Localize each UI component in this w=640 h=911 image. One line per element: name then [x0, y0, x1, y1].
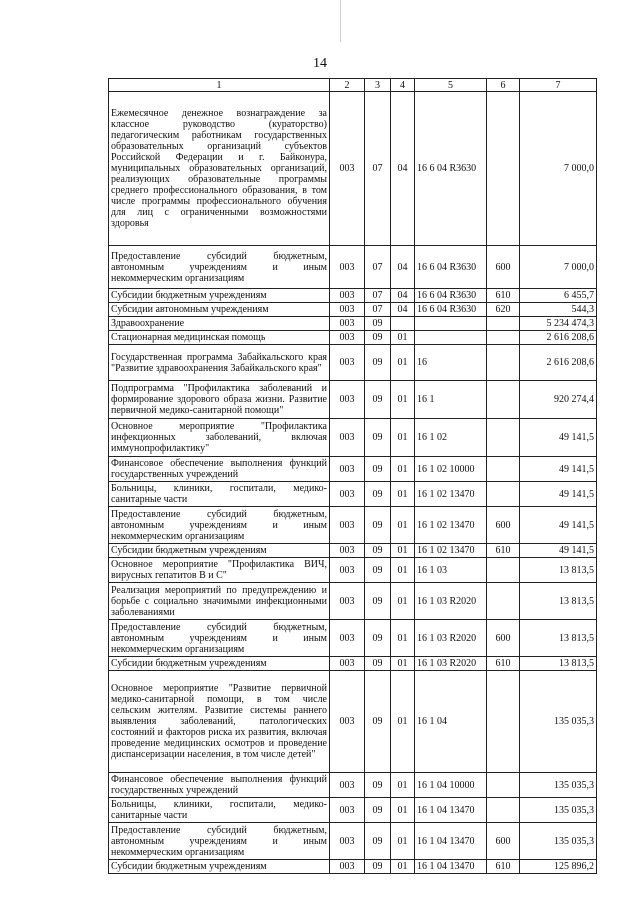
cell-section: 09 — [365, 544, 391, 558]
table-row — [109, 823, 597, 860]
cell-target-article: 16 1 03 R2020 — [415, 620, 487, 657]
cell-subsection: 04 — [391, 246, 415, 289]
cell-code: 003 — [330, 381, 365, 419]
cell-amount: 135 035,3 — [520, 798, 597, 823]
column-header: 4 — [391, 79, 415, 92]
row-description: Стационарная медицинская помощь — [109, 331, 330, 345]
table-row — [109, 620, 597, 657]
cell-expense-type — [487, 583, 520, 620]
cell-amount: 2 616 208,6 — [520, 345, 597, 381]
cell-target-article: 16 1 02 13470 — [415, 544, 487, 558]
row-description: Субсидии автономным учреждениям — [109, 303, 330, 317]
cell-target-article: 16 1 02 13470 — [415, 507, 487, 544]
row-description: Основное мероприятие "Развитие первичной медико-санитарной помощи, в том числе сельским жителям. Развитие системы раннего выявления заболеваний, патологических состояний и факторов риска их развития, включая проведение медицинских осмотров и проведение диспансеризации населения, в том числе детей" — [109, 671, 330, 773]
cell-section: 09 — [365, 345, 391, 381]
cell-target-article — [415, 317, 487, 331]
cell-section: 07 — [365, 246, 391, 289]
table-row — [109, 92, 597, 246]
cell-expense-type — [487, 671, 520, 773]
row-description: Ежемесячное денежное вознаграждение за классное руководство (кураторство) педагогическим работникам государственных образовательных организаций субъектов Российской Федерации и г. Байконура, муниципальных образовательных организаций, реализующих образовательные программы среднего профессионального образования, в том числе программы профессионального обучения для лиц с ограниченными возможностями здоровья — [109, 92, 330, 246]
header-row — [109, 79, 597, 92]
cell-code: 003 — [330, 331, 365, 345]
cell-amount: 544,3 — [520, 303, 597, 317]
row-description: Реализация мероприятий по предупреждению и борьбе с социально значимыми инфекционными заболеваниями — [109, 583, 330, 620]
scan-artifact-line — [340, 0, 341, 42]
cell-section: 09 — [365, 671, 391, 773]
cell-section: 09 — [365, 657, 391, 671]
cell-subsection: 01 — [391, 345, 415, 381]
cell-expense-type — [487, 457, 520, 482]
row-description: Предоставление субсидий бюджетным, автономным учреждениям и иным некоммерческим организациям — [109, 507, 330, 544]
table-row — [109, 246, 597, 289]
cell-section: 09 — [365, 620, 391, 657]
table-row — [109, 860, 597, 874]
cell-expense-type: 610 — [487, 860, 520, 874]
cell-target-article: 16 1 04 10000 — [415, 773, 487, 798]
cell-subsection: 01 — [391, 823, 415, 860]
cell-code: 003 — [330, 92, 365, 246]
cell-subsection: 01 — [391, 544, 415, 558]
cell-section: 09 — [365, 558, 391, 583]
row-description: Предоставление субсидий бюджетным, автономным учреждениям и иным некоммерческим организациям — [109, 246, 330, 289]
table-row — [109, 457, 597, 482]
cell-code: 003 — [330, 620, 365, 657]
cell-amount: 5 234 474,3 — [520, 317, 597, 331]
row-description: Финансовое обеспечение выполнения функций государственных учреждений — [109, 773, 330, 798]
cell-section: 09 — [365, 860, 391, 874]
cell-amount: 13 813,5 — [520, 558, 597, 583]
column-header: 2 — [330, 79, 365, 92]
table-body — [109, 92, 597, 874]
cell-section: 09 — [365, 773, 391, 798]
cell-section: 09 — [365, 317, 391, 331]
cell-expense-type: 600 — [487, 823, 520, 860]
cell-amount: 49 141,5 — [520, 482, 597, 507]
row-description: Субсидии бюджетным учреждениям — [109, 289, 330, 303]
row-description: Субсидии бюджетным учреждениям — [109, 544, 330, 558]
cell-code: 003 — [330, 583, 365, 620]
cell-code: 003 — [330, 317, 365, 331]
cell-code: 003 — [330, 798, 365, 823]
cell-target-article — [415, 331, 487, 345]
cell-code: 003 — [330, 507, 365, 544]
cell-target-article: 16 1 02 — [415, 419, 487, 457]
row-description: Субсидии бюджетным учреждениям — [109, 657, 330, 671]
table-row — [109, 583, 597, 620]
cell-section: 09 — [365, 583, 391, 620]
cell-amount: 13 813,5 — [520, 620, 597, 657]
table-row — [109, 419, 597, 457]
cell-amount: 13 813,5 — [520, 657, 597, 671]
cell-subsection: 04 — [391, 303, 415, 317]
cell-expense-type: 600 — [487, 507, 520, 544]
cell-amount: 2 616 208,6 — [520, 331, 597, 345]
cell-expense-type — [487, 558, 520, 583]
cell-amount: 920 274,4 — [520, 381, 597, 419]
column-header: 5 — [415, 79, 487, 92]
cell-code: 003 — [330, 671, 365, 773]
column-header: 3 — [365, 79, 391, 92]
cell-expense-type — [487, 482, 520, 507]
cell-amount: 125 896,2 — [520, 860, 597, 874]
column-header: 1 — [109, 79, 330, 92]
table-row — [109, 544, 597, 558]
cell-code: 003 — [330, 246, 365, 289]
row-description: Основное мероприятие "Профилактика инфекционных заболеваний, включая иммунопрофилактику" — [109, 419, 330, 457]
table-row — [109, 303, 597, 317]
table-row — [109, 507, 597, 544]
cell-target-article: 16 1 03 R2020 — [415, 583, 487, 620]
table-row — [109, 671, 597, 773]
table-row — [109, 482, 597, 507]
cell-expense-type: 610 — [487, 544, 520, 558]
row-description: Больницы, клиники, госпитали, медико-санитарные части — [109, 798, 330, 823]
cell-subsection: 04 — [391, 289, 415, 303]
cell-target-article: 16 1 03 R2020 — [415, 657, 487, 671]
cell-target-article: 16 1 02 10000 — [415, 457, 487, 482]
cell-target-article: 16 1 04 13470 — [415, 860, 487, 874]
table-row — [109, 345, 597, 381]
cell-expense-type — [487, 419, 520, 457]
cell-expense-type: 610 — [487, 657, 520, 671]
cell-expense-type — [487, 798, 520, 823]
cell-code: 003 — [330, 345, 365, 381]
cell-subsection: 01 — [391, 482, 415, 507]
cell-target-article: 16 6 04 R3630 — [415, 246, 487, 289]
cell-expense-type — [487, 92, 520, 246]
cell-target-article: 16 1 03 — [415, 558, 487, 583]
row-description: Предоставление субсидий бюджетным, автономным учреждениям и иным некоммерческим организациям — [109, 620, 330, 657]
row-description: Государственная программа Забайкальского края "Развитие здравоохранения Забайкальского края" — [109, 345, 330, 381]
cell-subsection: 01 — [391, 798, 415, 823]
cell-section: 09 — [365, 507, 391, 544]
cell-expense-type — [487, 331, 520, 345]
cell-section: 09 — [365, 331, 391, 345]
cell-amount: 49 141,5 — [520, 544, 597, 558]
cell-subsection — [391, 317, 415, 331]
row-description: Больницы, клиники, госпитали, медико-санитарные части — [109, 482, 330, 507]
cell-target-article: 16 1 04 — [415, 671, 487, 773]
cell-amount: 49 141,5 — [520, 507, 597, 544]
cell-subsection: 04 — [391, 92, 415, 246]
row-description: Предоставление субсидий бюджетным, автономным учреждениям и иным некоммерческим организациям — [109, 823, 330, 860]
cell-amount: 6 455,7 — [520, 289, 597, 303]
row-description: Финансовое обеспечение выполнения функций государственных учреждений — [109, 457, 330, 482]
cell-code: 003 — [330, 482, 365, 507]
table-row — [109, 317, 597, 331]
table-row — [109, 558, 597, 583]
cell-subsection: 01 — [391, 507, 415, 544]
cell-amount: 13 813,5 — [520, 583, 597, 620]
cell-code: 003 — [330, 303, 365, 317]
cell-amount: 7 000,0 — [520, 246, 597, 289]
cell-section: 07 — [365, 92, 391, 246]
cell-target-article: 16 1 04 13470 — [415, 823, 487, 860]
table-row — [109, 798, 597, 823]
cell-subsection: 01 — [391, 620, 415, 657]
budget-table — [108, 78, 597, 874]
cell-expense-type — [487, 381, 520, 419]
row-description: Основное мероприятие "Профилактика ВИЧ, вирусных гепатитов В и С" — [109, 558, 330, 583]
cell-subsection: 01 — [391, 671, 415, 773]
cell-code: 003 — [330, 773, 365, 798]
cell-section: 09 — [365, 457, 391, 482]
cell-subsection: 01 — [391, 860, 415, 874]
cell-target-article: 16 6 04 R3630 — [415, 92, 487, 246]
cell-target-article: 16 1 02 13470 — [415, 482, 487, 507]
cell-code: 003 — [330, 558, 365, 583]
cell-code: 003 — [330, 544, 365, 558]
cell-code: 003 — [330, 289, 365, 303]
cell-expense-type — [487, 773, 520, 798]
cell-target-article: 16 6 04 R3630 — [415, 289, 487, 303]
table-row — [109, 289, 597, 303]
cell-code: 003 — [330, 657, 365, 671]
row-description: Подпрограмма "Профилактика заболеваний и формирование здорового образа жизни. Развитие первичной медико-санитарной помощи" — [109, 381, 330, 419]
cell-target-article: 16 1 04 13470 — [415, 798, 487, 823]
cell-expense-type: 620 — [487, 303, 520, 317]
cell-amount: 49 141,5 — [520, 419, 597, 457]
row-description: Субсидии бюджетным учреждениям — [109, 860, 330, 874]
cell-expense-type — [487, 317, 520, 331]
page-number: 14 — [313, 56, 327, 71]
cell-amount: 7 000,0 — [520, 92, 597, 246]
cell-code: 003 — [330, 860, 365, 874]
cell-section: 09 — [365, 823, 391, 860]
column-header: 6 — [487, 79, 520, 92]
cell-subsection: 01 — [391, 331, 415, 345]
cell-amount: 49 141,5 — [520, 457, 597, 482]
cell-amount: 135 035,3 — [520, 671, 597, 773]
cell-section: 09 — [365, 482, 391, 507]
cell-target-article: 16 1 — [415, 381, 487, 419]
cell-section: 07 — [365, 303, 391, 317]
table-row — [109, 381, 597, 419]
column-header: 7 — [520, 79, 597, 92]
cell-subsection: 01 — [391, 558, 415, 583]
cell-target-article: 16 6 04 R3630 — [415, 303, 487, 317]
table-row — [109, 657, 597, 671]
cell-expense-type: 610 — [487, 289, 520, 303]
cell-code: 003 — [330, 823, 365, 860]
cell-section: 09 — [365, 381, 391, 419]
cell-section: 07 — [365, 289, 391, 303]
cell-code: 003 — [330, 457, 365, 482]
row-description: Здравоохранение — [109, 317, 330, 331]
cell-expense-type — [487, 345, 520, 381]
table-row — [109, 773, 597, 798]
cell-amount: 135 035,3 — [520, 823, 597, 860]
cell-amount: 135 035,3 — [520, 773, 597, 798]
cell-section: 09 — [365, 798, 391, 823]
cell-subsection: 01 — [391, 773, 415, 798]
table-row — [109, 331, 597, 345]
cell-expense-type: 600 — [487, 246, 520, 289]
cell-expense-type: 600 — [487, 620, 520, 657]
cell-target-article: 16 — [415, 345, 487, 381]
cell-subsection: 01 — [391, 457, 415, 482]
cell-code: 003 — [330, 419, 365, 457]
cell-subsection: 01 — [391, 419, 415, 457]
cell-subsection: 01 — [391, 583, 415, 620]
cell-subsection: 01 — [391, 657, 415, 671]
cell-subsection: 01 — [391, 381, 415, 419]
cell-section: 09 — [365, 419, 391, 457]
